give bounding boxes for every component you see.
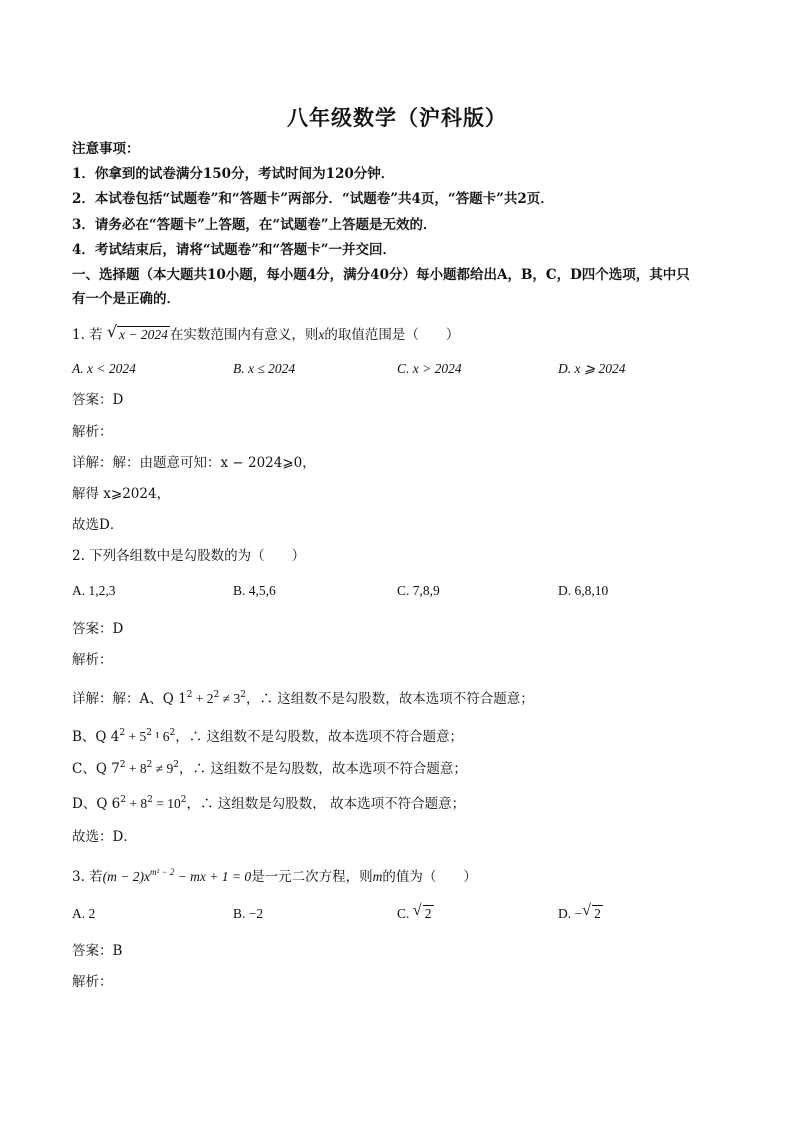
sup: 2 [213, 690, 220, 700]
q3-answer: 答案：B [72, 943, 123, 959]
sup: 2 [186, 690, 193, 700]
sqrt-icon: √ [412, 902, 422, 919]
q1-var: x [318, 327, 325, 342]
q1-radicand: x − 2024 [118, 327, 168, 342]
q2-option-b: B. 4,5,6 [233, 583, 276, 598]
sup: 2 [169, 728, 176, 738]
q3-lhs: (m − 2) [102, 869, 145, 884]
q2-detail-b-suffix: ，∴ 这组数不是勾股数，故本选项不符合题意； [175, 729, 464, 745]
q2-detail-d-eq: = 10 [152, 796, 181, 811]
q1-suffix2: 的取值范围是（ ） [324, 327, 460, 343]
sup: 2 [180, 795, 187, 805]
notice-item-4: 4．考试结束后，请将“试题卷”和“答题卡”一并交回． [72, 242, 396, 258]
q2-answer: 答案：D [72, 621, 124, 637]
sqrt-icon: √ [582, 902, 591, 919]
q3-option-d-label: D. − [558, 906, 583, 921]
q3-option-d-radicand: 2 [594, 906, 601, 921]
q1-option-b: B. x ≤ 2024 [233, 361, 296, 376]
q2-detail-b-neq: ¹ 6 [151, 729, 170, 744]
q2-analysis: 解析： [72, 652, 113, 668]
q2-detail-c-mid: + 8 [125, 761, 147, 776]
q2-detail-d-mid: + 8 [126, 796, 148, 811]
q1-sqrt [106, 322, 170, 344]
q3-option-c-label: C. [397, 906, 410, 921]
sup: 2 [146, 760, 153, 770]
q3-rest: − mx + 1 = 0 [174, 869, 252, 884]
sup: 2 [120, 795, 127, 805]
q1-option-d: D. x ⩾ 2024 [558, 361, 626, 376]
q1-option-a: A. x < 2024 [72, 361, 136, 376]
question-1-stem [72, 322, 460, 344]
q2-detail-a-prefix: 详解：解：A、Q 1 [72, 691, 187, 707]
q2-detail-c-neq: ≠ 9 [152, 761, 174, 776]
q3-option-d [558, 902, 603, 923]
q2-detail-c-suffix: ，∴ 这组数不是勾股数，故本选项不符合题意； [179, 761, 467, 777]
notice-item-3: 3．请务必在“答题卡”上答题，在“试题卷”上答题是无效的． [72, 217, 437, 233]
q3-analysis: 解析： [72, 974, 113, 990]
q2-detail-c-prefix: C、Q 7 [72, 761, 120, 777]
q2-choose: 故选：D． [72, 829, 137, 845]
notice-item-2: 2．本试卷包括“试题卷”和“答题卡”两部分．“试题卷”共4页，“答题卡”共2页． [72, 191, 554, 207]
q3-var: m [372, 869, 383, 884]
sup: 2 [147, 795, 153, 805]
sup: 2 [119, 728, 126, 738]
q1-option-c: C. x > 2024 [397, 361, 462, 376]
question-3-stem [72, 863, 477, 886]
notice-item-1: 1．你拿到的试卷满分150分，考试时间为120分钟． [72, 166, 395, 182]
sqrt-icon: √ [106, 322, 118, 341]
q3-option-a: A. 2 [72, 906, 96, 921]
q1-choose: 故选D． [72, 517, 124, 533]
q1-detail: 详解：解：由题意可知：x − 2024⩾0， [72, 455, 316, 471]
q3-option-c-sqrt [412, 902, 434, 923]
q2-detail-a-mid: + 2 [192, 691, 214, 706]
page-title: 八年级数学（沪科版） [287, 105, 507, 130]
q1-prefix: 1. 若 [72, 327, 103, 343]
q2-detail-a-neq: ≠ 3 [219, 691, 241, 706]
sup: 2 [173, 760, 180, 770]
q2-detail-d-prefix: D、Q 6 [72, 796, 121, 812]
q1-answer: 答案：D [72, 392, 124, 408]
question-2-stem: 2. 下列各组数中是勾股数的为（ ） [72, 548, 306, 564]
section-heading-line2: 有一个是正确的． [72, 291, 180, 307]
q3-x: x [144, 869, 151, 884]
q3-option-b: B. −2 [233, 906, 264, 921]
q3-option-c-radicand: 2 [424, 906, 432, 921]
sup: 2 [119, 760, 126, 770]
q2-detail-b-prefix: B、Q 4 [72, 729, 120, 745]
section-heading-line1: 一、选择题（本大题共10小题，每小题4分，满分40分）每小题都给出A，B，C，D四个选项，其中只 [72, 267, 690, 283]
q2-detail-d-suffix: ，∴ 这组数是勾股数， 故本选项不符合题意； [186, 796, 466, 812]
q2-detail-b [72, 724, 463, 746]
q2-option-a: A. 1,2,3 [72, 583, 116, 598]
notice-heading: 注意事项： [72, 141, 140, 157]
q1-solve: 解得 x⩾2024， [72, 486, 171, 502]
q3-prefix: 3. 若 [72, 869, 103, 885]
q1-suffix: 在实数范围内有意义，则 [169, 327, 319, 343]
q2-detail-b-mid: + 5 [125, 729, 147, 744]
q3-suffix2: 的值为（ ） [382, 869, 477, 885]
q1-analysis: 解析： [72, 424, 113, 440]
q2-option-c: C. 7,8,9 [397, 583, 440, 598]
q3-option-d-sqrt [582, 902, 603, 923]
q3-suffix: 是一元二次方程，则 [251, 869, 373, 885]
sup: 2 [146, 728, 152, 738]
q2-detail-a-suffix: ，∴ 这组数不是勾股数，故本选项不符合题意； [245, 691, 534, 707]
q2-option-d: D. 6,8,10 [558, 583, 609, 598]
q3-option-c [397, 902, 434, 923]
sup: 2 [240, 690, 246, 700]
q3-exponent: m² − 2 [150, 867, 175, 877]
q2-detail-d [72, 791, 465, 813]
q2-detail-a [72, 686, 534, 708]
q2-detail-c [72, 756, 467, 778]
